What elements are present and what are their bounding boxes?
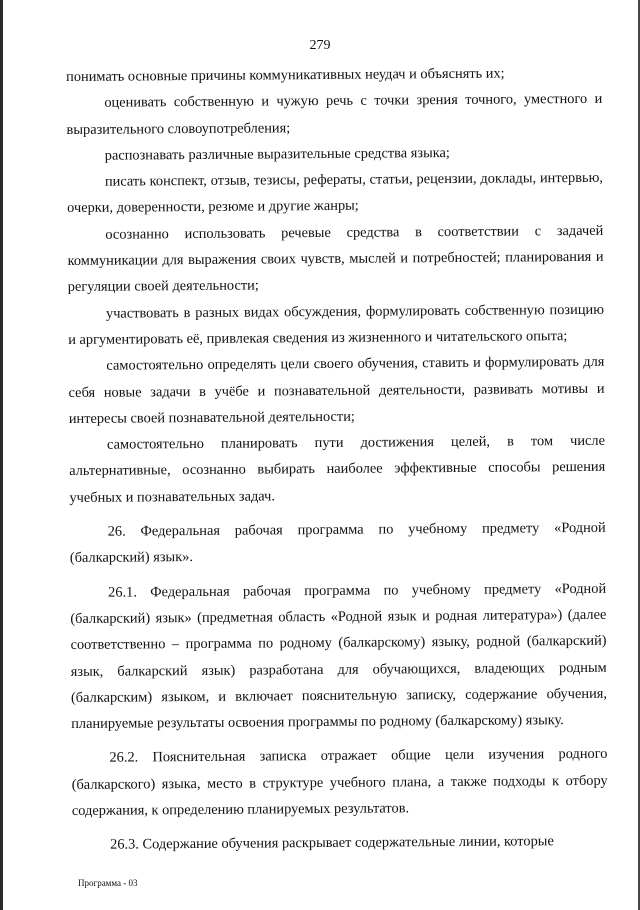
paragraph: 26.3. Содержание обучения раскрывает содержательные линии, которые — [110, 833, 554, 853]
paragraph: самостоятельно планировать пути достижения целей, в том числе альтернативные, осознанно выбирать наиболее эффективные способы решения учебных и познавательных задач. — [69, 432, 606, 506]
paragraph: писать конспект, отзыв, тезисы, рефераты, статьи, рецензии, доклады, интервью, очерки, доверенности, резюме и другие жанры; — [67, 169, 603, 217]
document-body — [66, 60, 608, 859]
footer-label: Программа - 03 — [78, 878, 138, 888]
page-number: 279 — [309, 38, 331, 53]
paragraph: участвовать в разных видах обсуждения, формулировать собственную позицию и аргументировать её, привлекая сведения из жизненного и читательского опыта; — [68, 301, 605, 348]
paragraph: распознавать различные выразительные средства языка; — [104, 144, 450, 164]
paragraph: 26.2. Пояснительная записка отражает общие цели изучения родного (балкарского) языка, место в структуре учебного плана, а также подходы к отбору содержания, к определению планируемых результатов. — [71, 746, 608, 819]
paragraph: осознанно использовать речевые средства в соответствии с задачей коммуникации для выражения своих чувств, мыслей и потребностей; планирования и регуляции своей деятельности; — [67, 222, 604, 296]
scan-edge-left — [0, 0, 3, 910]
section-heading: 26. Федеральная рабочая программа по учебному предмету «Родной (балкарский) язык». — [69, 519, 606, 567]
paragraph: 26.1. Федеральная рабочая программа по учебному предмету «Родной (балкарский) язык» (предметная область «Родной язык и родная литература») (далее соответственно – программа по родному (балкарскому) языку, родной (балкарский) язык, балкарский язык) разработана для обучающихся, владеющих родным (балкарским) языком, и включает пояснительную записку, содержание обучения, планируемые результаты освоения программы по родному (балкарскому) языку. — [70, 580, 608, 733]
paragraph: оценивать собственную и чужую речь с точки зрения точного, уместного и выразительного словоупотребления; — [66, 91, 603, 138]
paragraph: самостоятельно определять цели своего обучения, ставить и формулировать для себя новые задачи в учёбе и познавательной деятельности, развивать мотивы и интересы своей познавательной деятельности; — [68, 354, 605, 427]
paragraph: понимать основные причины коммуникативных неудач и объяснять их; — [66, 65, 505, 85]
